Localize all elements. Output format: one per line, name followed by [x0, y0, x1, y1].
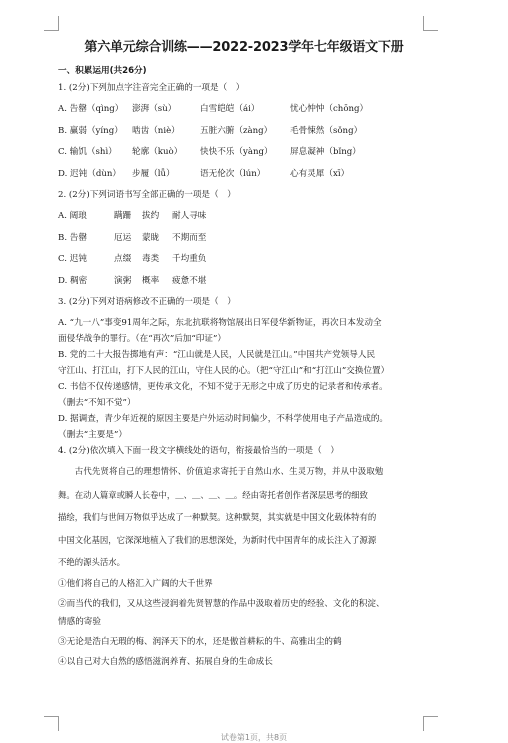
q2-option-c	[58, 253, 430, 266]
q3-option-b-line2: 守江山、打江山，打下人民的江山，守住人民的心。（把“守江山”和“打江山”交换位置）	[58, 366, 390, 377]
q4-passage-line3: 描绘，我们与世间万物似乎达成了一种默契。这种默契，其实就是中国文化载体特有的	[58, 512, 377, 523]
q2-d-1: D. 稠密	[58, 275, 88, 286]
q1-b-2: 啮齿（niè）	[132, 125, 180, 136]
q1-b-4: 毛骨悚然（sǒng）	[290, 125, 363, 136]
q2-b-1: B. 告罄	[58, 232, 87, 243]
q1-a-3: 白雪皑皑（ái）	[200, 104, 260, 115]
q3-stem: 3. (2分)下列对语病修改不正确的一项是（ ）	[58, 296, 236, 307]
document-page	[58, 36, 430, 669]
q2-option-a	[58, 210, 430, 223]
q1-b-1: B. 赢弱（yíng）	[58, 125, 123, 136]
q1-option-b	[58, 125, 430, 138]
corner-mark-bottom-right	[423, 716, 438, 731]
q4-option-1: ①他们将自己的人格汇入广阔的大千世界	[58, 578, 213, 589]
q2-a-1: A. 阔琅	[58, 211, 87, 222]
q2-c-4: 千均重负	[172, 254, 207, 265]
q1-b-3: 五脏六腑（zàng）	[200, 125, 273, 136]
q4-option-4: ④以自己对大自然的感悟滋润养育、拓展自身的生命成长	[58, 656, 273, 667]
q3-option-c-line1: C. 书信不仅传递感情，更传承文化，不知不觉于无形之中成了历史的记录者和传承者。	[58, 382, 388, 393]
q2-option-b	[58, 232, 430, 245]
q2-option-d	[58, 275, 430, 288]
q1-c-3: 快快不乐（yàng）	[200, 147, 273, 158]
q2-stem: 2. (2分)下列词语书写全部正确的一项是（ ）	[58, 189, 236, 200]
page-footer: 试卷第1页，共8页	[220, 733, 288, 742]
corner-mark-bottom-left	[44, 716, 59, 731]
q2-d-3: 概率	[142, 275, 160, 286]
q2-a-2: 蹒跚	[114, 211, 132, 222]
q4-option-2-line2: 情感的寄验	[58, 616, 101, 627]
q4-option-3: ③无论是浩白无瑕的梅、润泽天下的水，还是傲首耕耘的牛、高雅出尘的鹤	[58, 636, 342, 647]
corner-mark-top-left	[44, 16, 59, 31]
q4-passage-line1: 古代先贤将自己的理想情怀、价值追求寄托于自然山水、生灵万物，并从中汲取勉	[74, 466, 384, 477]
q1-c-2: 轮廓（kuò）	[132, 147, 183, 158]
q1-a-4: 忧心忡忡（chōng）	[290, 104, 369, 115]
q1-stem: 1. (2分)下列加点字注音完全正确的一项是（ ）	[58, 83, 245, 93]
q1-d-2: 步履（lǚ）	[132, 168, 175, 179]
q3-option-d-line2: （删去“主要是”）	[58, 430, 127, 441]
q3-option-b-line1: B. 党的二十大报告掷地有声：“江山就是人民，人民就是江山。”中国共产党领导人民	[58, 350, 376, 361]
q3-option-a-line1: A. “九一八”事变91周年之际，东北抗联将物馆展出日军侵华新物证，再次日本发动全	[58, 318, 382, 329]
q1-c-4: 屏息凝神（bǐng）	[290, 147, 361, 158]
q1-d-1: D. 迟钝（dùn）	[58, 168, 121, 179]
q3-option-d-line1: D. 据调查，青少年近视的原因主要是户外运动时间偏少，不科学使用电子产品造成的。	[58, 414, 389, 425]
q1-d-3: 语无伦次（lún）	[200, 168, 266, 179]
q2-b-4: 不期而至	[172, 232, 207, 243]
q4-passage-line2: 舞。在动人篇章或瞬人长卷中，＿、＿、＿、＿。经由寄托者创作者深层思考的细致	[58, 489, 368, 500]
corner-mark-top-right	[423, 16, 438, 31]
q2-a-3: 拔约	[142, 211, 160, 222]
q2-a-4: 耐人寻味	[172, 211, 207, 222]
q1-c-1: C. 输饥（shì）	[58, 147, 117, 158]
q2-d-4: 疲惫不堪	[172, 275, 207, 286]
q2-c-2: 点缀	[114, 254, 132, 265]
q1-d-4: 心有灵犀（xī）	[290, 168, 350, 179]
section-heading: 一、积累运用(共26分)	[58, 66, 147, 76]
q1-a-1: A. 告罄（qìng）	[58, 104, 124, 115]
q1-a-2: 澎湃（sù）	[132, 104, 177, 115]
q4-passage-line4: 中国文化基因，它深深地植入了我们的思想深处，为新时代中国青年的成长注入了源源	[58, 534, 377, 545]
q4-stem: 4. (2分)依次填入下面一段文字横线处的语句，衔接最恰当的一项是（ ）	[58, 446, 339, 457]
q2-c-1: C. 迟钝	[58, 254, 87, 265]
page-title: 第六单元综合训练——2022-2023学年七年级语文下册	[84, 40, 404, 55]
q2-b-3: 蒙眬	[142, 232, 160, 243]
q1-option-c	[58, 146, 430, 159]
q4-option-2-line1: ②而当代的我们，又从这些浸润着先贤智慧的作品中汲取着历史的经验、文化的积淀、	[58, 598, 385, 609]
q2-d-2: 演粥	[114, 275, 132, 286]
q1-option-d	[58, 168, 430, 181]
q4-passage-line5: 不绝的源头活水。	[58, 557, 125, 568]
q3-option-a-line2: 面侵华战争的罪行。（在“再次”后加“印证”）	[58, 334, 226, 345]
q1-option-a	[58, 103, 430, 116]
q2-b-2: 厄运	[114, 232, 132, 243]
q2-c-3: 毒类	[142, 254, 160, 265]
q3-option-c-line2: （删去“不知不觉”）	[58, 398, 136, 409]
